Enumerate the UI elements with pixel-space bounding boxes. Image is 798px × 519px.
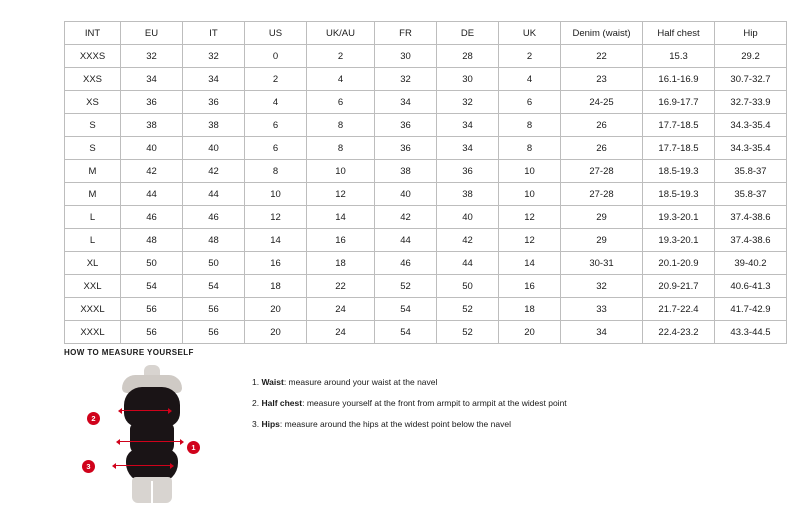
cell-eu: 46: [121, 206, 183, 229]
cell-hip: 40.6-41.3: [715, 275, 787, 298]
cell-denim-waist: 33: [561, 298, 643, 321]
cell-half-chest: 17.7-18.5: [643, 114, 715, 137]
cell-uk: 8: [499, 137, 561, 160]
cell-ukau: 14: [307, 206, 375, 229]
cell-de: 52: [437, 321, 499, 344]
cell-int: M: [65, 183, 121, 206]
half-chest-measure-arrow-icon: [122, 410, 168, 411]
cell-ukau: 16: [307, 229, 375, 252]
table-header-row: [65, 22, 787, 45]
cell-it: 50: [183, 252, 245, 275]
cell-int: XS: [65, 91, 121, 114]
cell-uk: 20: [499, 321, 561, 344]
marker-1-waist: 1: [187, 441, 200, 454]
step-term: Waist: [261, 377, 284, 387]
cell-fr: 42: [375, 206, 437, 229]
cell-de: 52: [437, 298, 499, 321]
table-row: [65, 183, 787, 206]
cell-eu: 56: [121, 321, 183, 344]
cell-it: 38: [183, 114, 245, 137]
cell-half-chest: 19.3-20.1: [643, 206, 715, 229]
cell-ukau: 18: [307, 252, 375, 275]
cell-hip: 34.3-35.4: [715, 114, 787, 137]
cell-uk: 12: [499, 229, 561, 252]
cell-uk: 14: [499, 252, 561, 275]
cell-us: 20: [245, 298, 307, 321]
cell-us: 4: [245, 91, 307, 114]
column-header-us: US: [245, 22, 307, 45]
cell-half-chest: 22.4-23.2: [643, 321, 715, 344]
cell-hip: 37.4-38.6: [715, 206, 787, 229]
cell-us: 6: [245, 114, 307, 137]
cell-it: 46: [183, 206, 245, 229]
cell-ukau: 6: [307, 91, 375, 114]
cell-denim-waist: 26: [561, 137, 643, 160]
table-row: [65, 45, 787, 68]
cell-fr: 38: [375, 160, 437, 183]
cell-hip: 43.3-44.5: [715, 321, 787, 344]
cell-half-chest: 18.5-19.3: [643, 160, 715, 183]
table-row: [65, 206, 787, 229]
cell-fr: 54: [375, 321, 437, 344]
cell-fr: 44: [375, 229, 437, 252]
cell-us: 12: [245, 206, 307, 229]
cell-hip: 35.8-37: [715, 160, 787, 183]
cell-uk: 8: [499, 114, 561, 137]
cell-fr: 54: [375, 298, 437, 321]
cell-uk: 4: [499, 68, 561, 91]
cell-de: 44: [437, 252, 499, 275]
cell-denim-waist: 32: [561, 275, 643, 298]
cell-denim-waist: 26: [561, 114, 643, 137]
measure-step-half-chest: [252, 398, 567, 408]
cell-ukau: 12: [307, 183, 375, 206]
cell-de: 36: [437, 160, 499, 183]
cell-de: 28: [437, 45, 499, 68]
cell-half-chest: 18.5-19.3: [643, 183, 715, 206]
cell-int: XXXS: [65, 45, 121, 68]
cell-ukau: 2: [307, 45, 375, 68]
cell-ukau: 4: [307, 68, 375, 91]
cell-hip: 41.7-42.9: [715, 298, 787, 321]
cell-denim-waist: 27-28: [561, 183, 643, 206]
column-header-eu: EU: [121, 22, 183, 45]
column-header-hip: Hip: [715, 22, 787, 45]
cell-denim-waist: 30-31: [561, 252, 643, 275]
cell-half-chest: 16.1-16.9: [643, 68, 715, 91]
cell-half-chest: 15.3: [643, 45, 715, 68]
cell-int: XXXL: [65, 321, 121, 344]
cell-it: 54: [183, 275, 245, 298]
hip-measure-arrow-icon: [116, 465, 170, 466]
cell-fr: 40: [375, 183, 437, 206]
cell-fr: 52: [375, 275, 437, 298]
cell-half-chest: 19.3-20.1: [643, 229, 715, 252]
cell-us: 6: [245, 137, 307, 160]
cell-denim-waist: 34: [561, 321, 643, 344]
cell-eu: 42: [121, 160, 183, 183]
cell-uk: 6: [499, 91, 561, 114]
cell-fr: 30: [375, 45, 437, 68]
cell-uk: 10: [499, 160, 561, 183]
cell-hip: 39-40.2: [715, 252, 787, 275]
cell-int: L: [65, 206, 121, 229]
cell-uk: 16: [499, 275, 561, 298]
column-header-denim-waist: Denim (waist): [561, 22, 643, 45]
cell-int: S: [65, 114, 121, 137]
cell-us: 14: [245, 229, 307, 252]
table-row: [65, 137, 787, 160]
cell-half-chest: 20.1-20.9: [643, 252, 715, 275]
cell-ukau: 24: [307, 298, 375, 321]
cell-ukau: 24: [307, 321, 375, 344]
cell-int: M: [65, 160, 121, 183]
column-header-int: INT: [65, 22, 121, 45]
step-term: Half chest: [261, 398, 303, 409]
cell-uk: 10: [499, 183, 561, 206]
cell-de: 32: [437, 91, 499, 114]
column-header-uk: UK: [499, 22, 561, 45]
cell-int: S: [65, 137, 121, 160]
cell-half-chest: 17.7-18.5: [643, 137, 715, 160]
measure-step-hips: [252, 419, 567, 429]
cell-int: XXS: [65, 68, 121, 91]
mannequin-illustration: [86, 365, 214, 510]
cell-eu: 34: [121, 68, 183, 91]
mannequin-torso-icon: [116, 365, 188, 505]
cell-us: 16: [245, 252, 307, 275]
cell-denim-waist: 29: [561, 206, 643, 229]
column-header-it: IT: [183, 22, 245, 45]
cell-eu: 44: [121, 183, 183, 206]
cell-it: 48: [183, 229, 245, 252]
cell-fr: 34: [375, 91, 437, 114]
cell-de: 34: [437, 114, 499, 137]
cell-uk: 18: [499, 298, 561, 321]
table-row: [65, 229, 787, 252]
cell-it: 56: [183, 298, 245, 321]
column-header-half-chest: Half chest: [643, 22, 715, 45]
cell-de: 30: [437, 68, 499, 91]
cell-de: 38: [437, 183, 499, 206]
cell-us: 18: [245, 275, 307, 298]
column-header-fr: FR: [375, 22, 437, 45]
cell-de: 42: [437, 229, 499, 252]
cell-fr: 46: [375, 252, 437, 275]
table-row: [65, 298, 787, 321]
size-chart-container: [64, 21, 771, 344]
cell-hip: 35.8-37: [715, 183, 787, 206]
cell-eu: 36: [121, 91, 183, 114]
cell-it: 34: [183, 68, 245, 91]
marker-3-hips: 3: [82, 460, 95, 473]
cell-hip: 29.2: [715, 45, 787, 68]
cell-denim-waist: 23: [561, 68, 643, 91]
cell-hip: 32.7-33.9: [715, 91, 787, 114]
cell-it: 56: [183, 321, 245, 344]
cell-fr: 36: [375, 114, 437, 137]
size-chart-table: [64, 21, 787, 344]
cell-fr: 32: [375, 68, 437, 91]
step-number: 2.: [252, 398, 260, 409]
cell-ukau: 8: [307, 137, 375, 160]
cell-us: 8: [245, 160, 307, 183]
cell-half-chest: 16.9-17.7: [643, 91, 715, 114]
step-text: : measure around your waist at the navel: [283, 377, 438, 387]
cell-it: 32: [183, 45, 245, 68]
cell-de: 34: [437, 137, 499, 160]
waist-measure-arrow-icon: [120, 441, 180, 442]
cell-half-chest: 20.9-21.7: [643, 275, 715, 298]
cell-eu: 54: [121, 275, 183, 298]
cell-us: 10: [245, 183, 307, 206]
step-number: 3.: [252, 419, 260, 430]
step-term: Hips: [261, 419, 280, 430]
cell-it: 36: [183, 91, 245, 114]
cell-denim-waist: 22: [561, 45, 643, 68]
cell-denim-waist: 27-28: [561, 160, 643, 183]
marker-2-half-chest: 2: [87, 412, 100, 425]
table-row: [65, 68, 787, 91]
how-to-measure-title: HOW TO MEASURE YOURSELF: [64, 348, 194, 357]
cell-it: 40: [183, 137, 245, 160]
table-row: [65, 321, 787, 344]
cell-de: 50: [437, 275, 499, 298]
cell-it: 44: [183, 183, 245, 206]
cell-uk: 12: [499, 206, 561, 229]
cell-eu: 50: [121, 252, 183, 275]
column-header-de: DE: [437, 22, 499, 45]
measure-step-waist: [252, 377, 567, 387]
step-text: : measure around the hips at the widest point below the navel: [279, 419, 511, 430]
cell-int: L: [65, 229, 121, 252]
cell-denim-waist: 24-25: [561, 91, 643, 114]
table-row: [65, 160, 787, 183]
table-row: [65, 114, 787, 137]
cell-it: 42: [183, 160, 245, 183]
step-text: : measure yourself at the front from armpit to armpit at the widest point: [302, 398, 567, 409]
cell-ukau: 22: [307, 275, 375, 298]
cell-hip: 37.4-38.6: [715, 229, 787, 252]
cell-uk: 2: [499, 45, 561, 68]
cell-us: 2: [245, 68, 307, 91]
cell-eu: 48: [121, 229, 183, 252]
cell-eu: 38: [121, 114, 183, 137]
cell-eu: 32: [121, 45, 183, 68]
cell-hip: 34.3-35.4: [715, 137, 787, 160]
cell-eu: 40: [121, 137, 183, 160]
cell-eu: 56: [121, 298, 183, 321]
cell-int: XXXL: [65, 298, 121, 321]
cell-fr: 36: [375, 137, 437, 160]
cell-denim-waist: 29: [561, 229, 643, 252]
cell-half-chest: 21.7-22.4: [643, 298, 715, 321]
cell-hip: 30.7-32.7: [715, 68, 787, 91]
how-to-measure-body: [64, 365, 734, 510]
mannequin-leg-split: [151, 481, 153, 503]
column-header-ukau: UK/AU: [307, 22, 375, 45]
cell-us: 0: [245, 45, 307, 68]
cell-de: 40: [437, 206, 499, 229]
how-to-measure-section: [64, 348, 734, 510]
cell-int: XL: [65, 252, 121, 275]
table-row: [65, 91, 787, 114]
cell-ukau: 8: [307, 114, 375, 137]
table-row: [65, 275, 787, 298]
step-number: 1.: [252, 377, 260, 387]
measure-steps-list: [252, 365, 567, 441]
cell-ukau: 10: [307, 160, 375, 183]
cell-us: 20: [245, 321, 307, 344]
cell-int: XXL: [65, 275, 121, 298]
table-row: [65, 252, 787, 275]
